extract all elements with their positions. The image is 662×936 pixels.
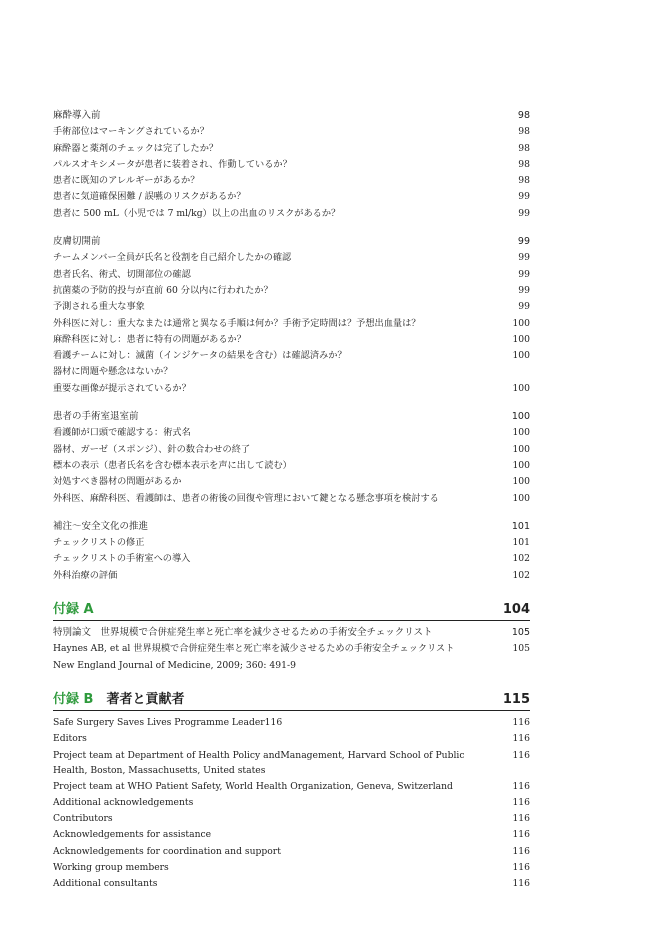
toc-entry: 特別論文 世界規模で合併症発生率と死亡率を減少させるための手術安全チェックリスト 105 [53, 625, 530, 641]
toc-entry: 患者氏名、術式、切開部位の確認 99 [53, 267, 530, 283]
toc-entry: パルスオキシメータが患者に装着され、作動しているか？ 98 [53, 157, 530, 173]
toc-entry: 対処すべき器材の問題があるか 100 [53, 474, 530, 490]
toc-entry: 患者に気道確保困難 / 誤嚥のリスクがあるか？ 99 [53, 189, 530, 205]
toc-entry: Working group members 116 [53, 860, 530, 876]
page-number: 116 [512, 861, 530, 873]
toc-entry: Acknowledgements for assistance 116 [53, 827, 530, 843]
page-number: 98 [518, 126, 530, 138]
toc-section-heading: 患者の手術室退室前 100 [53, 409, 530, 425]
page-number: 102 [512, 553, 530, 565]
toc-section [53, 519, 530, 584]
page-number: 99 [518, 207, 530, 219]
page-number: 99 [518, 191, 530, 203]
toc-entry: Contributors 116 [53, 811, 530, 827]
toc-entry: チームメンバー全員が氏名と役割を自己紹介したかの確認 99 [53, 250, 530, 266]
toc-entry: 抗菌薬の予防的投与が直前 60 分以内に行われたか？ 99 [53, 283, 530, 299]
page-number: 98 [518, 175, 530, 187]
toc-entry: 患者に 500 mL（小児では 7 ml/kg）以上の出血のリスクがあるか？ 99 [53, 206, 530, 222]
toc-entry: 外科治療の評価 102 [53, 568, 530, 584]
page-number: 100 [512, 382, 530, 394]
page-number: 98 [518, 158, 530, 170]
toc-entry: Additional consultants 116 [53, 876, 530, 892]
appendix-title: 著者と貢献者 [106, 691, 185, 707]
page-number: 105 [512, 643, 530, 655]
toc-entry: Haynes AB, et al 世界規模で合併症発生率と死亡率を減少させるための手術安全チェックリスト 105 [53, 641, 530, 657]
table-of-contents [53, 108, 530, 899]
page-number: 98 [518, 142, 530, 154]
page-number: 100 [512, 492, 530, 504]
page-number: 116 [512, 878, 530, 890]
toc-entry: チェックリストの修正 101 [53, 535, 530, 551]
toc-entry: Project team at WHO Patient Safety, World Health Organization, Geneva, Switzerland 116 [53, 779, 530, 795]
page-number: 100 [512, 443, 530, 455]
toc-section-heading: 麻酔導入前 98 [53, 108, 530, 124]
page-number: 100 [512, 317, 530, 329]
page-number: 99 [518, 301, 530, 313]
page-number: 100 [512, 427, 530, 439]
toc-section-heading: 皮膚切開前 99 [53, 234, 530, 250]
appendix-b [53, 688, 530, 893]
appendix-heading [53, 688, 530, 711]
page-number: 105 [511, 627, 530, 639]
toc-entry: 看護チームに対し：滅菌（インジケータの結果を含む）は確認済みか？ 100 [53, 348, 530, 364]
toc-entry: チェックリストの手術室への導入 102 [53, 551, 530, 567]
page-number: 100 [512, 350, 530, 362]
page-number: 115 [502, 691, 530, 707]
page-number: 116 [512, 716, 530, 728]
toc-entry: New England Journal of Medicine, 2009; 360: 491-9 [53, 659, 296, 671]
toc-section-heading: 補注〜安全文化の推進 101 [53, 519, 530, 535]
page-number: 99 [518, 252, 530, 264]
appendix-a [53, 598, 530, 674]
toc-entry: Editors 116 [53, 731, 530, 747]
toc-entry: 外科医に対し：重大なまたは通常と異なる手順は何か？手術予定時間は？予想出血量は？ 100 [53, 316, 530, 332]
page-number: 116 [512, 796, 530, 808]
page-number: 116 [512, 749, 530, 761]
appendix-label: 付録 B [53, 691, 94, 707]
toc-section [53, 234, 530, 397]
page-number: 101 [511, 520, 530, 532]
toc-entry: 患者に既知のアレルギーがあるか？ 98 [53, 173, 530, 189]
toc-entry: 予測される重大な事象 99 [53, 299, 530, 315]
toc-entry: 重要な画像が提示されているか？ 100 [53, 381, 530, 397]
toc-entry: Project team at Department of Health Policy andManagement, Harvard School of Public Health, Boston, Massachusetts, United states 116 [53, 749, 530, 776]
page-number: 104 [502, 602, 530, 618]
appendix-label: 付録 A [53, 602, 94, 618]
page-number: 100 [511, 411, 530, 423]
toc-entry: 器材に問題や懸念はないか？ [53, 366, 173, 378]
page-number: 100 [512, 459, 530, 471]
toc-entry: 器材、ガーゼ（スポンジ）、針の数合わせの終了 100 [53, 442, 530, 458]
toc-entry: Acknowledgements for coordination and support 116 [53, 844, 530, 860]
page-number: 99 [518, 268, 530, 280]
page-number: 101 [512, 537, 530, 549]
toc-entry: 麻酔科医に対し：患者に特有の問題があるか？ 100 [53, 332, 530, 348]
toc-entry: 麻酔器と薬剤のチェックは完了したか？ 98 [53, 141, 530, 157]
page-number: 99 [517, 236, 530, 248]
toc-entry: 標本の表示（患者氏名を含む標本表示を声に出して読む） 100 [53, 458, 530, 474]
toc-entry: 手術部位はマーキングされているか？ 98 [53, 124, 530, 140]
page-number: 98 [517, 110, 530, 121]
appendix-heading [53, 598, 530, 621]
page-number: 116 [512, 829, 530, 841]
toc-entry: 外科医、麻酔科医、看護師は、患者の術後の回復や管理において鍵となる懸念事項を検討する 100 [53, 491, 530, 507]
page-number: 116 [512, 733, 530, 745]
page-number: 116 [512, 780, 530, 792]
page-number: 100 [512, 333, 530, 345]
toc-entry: 看護師が口頭で確認する：術式名 100 [53, 425, 530, 441]
page-number: 100 [512, 476, 530, 488]
page-number: 99 [518, 284, 530, 296]
toc-section [53, 409, 530, 507]
toc-entry: Safe Surgery Saves Lives Programme Leader116 116 [53, 715, 530, 731]
toc-section [53, 108, 530, 222]
page-number: 116 [512, 813, 530, 825]
page-number: 116 [512, 845, 530, 857]
toc-entry: Additional acknowledgements 116 [53, 795, 530, 811]
page-number: 102 [512, 569, 530, 581]
